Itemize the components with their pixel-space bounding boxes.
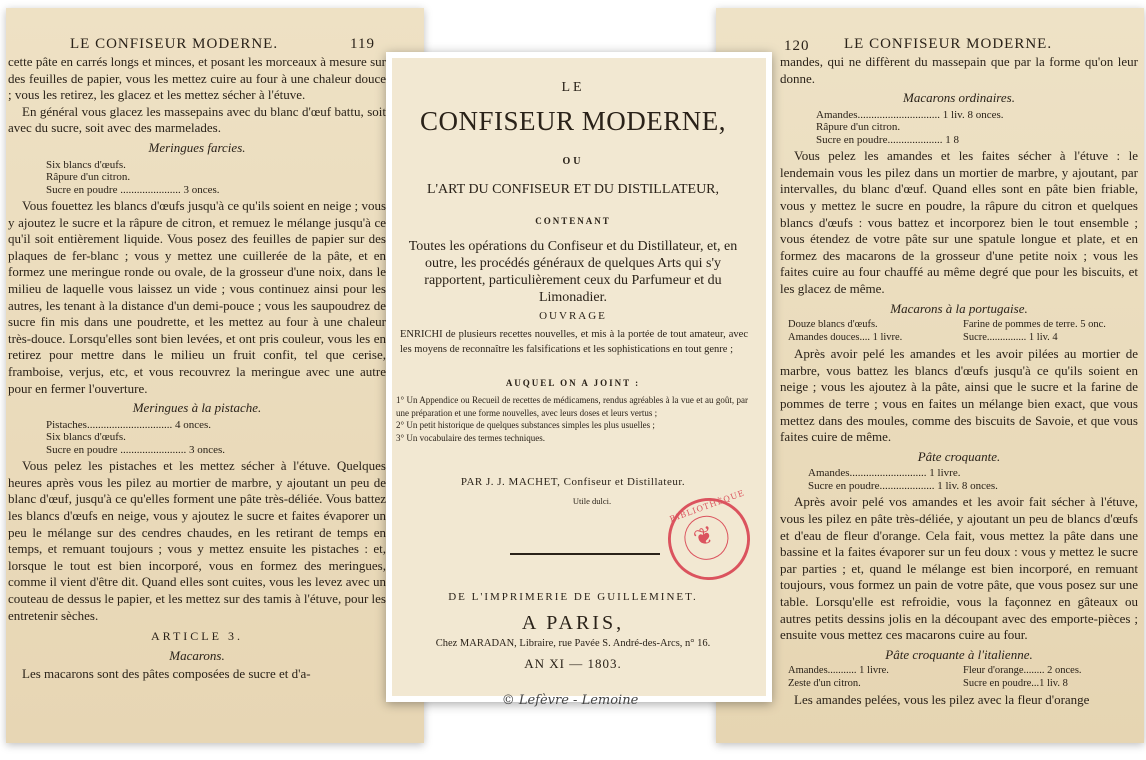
paragraph: Vous pelez les pistaches et les mettez sécher à l'étuve. Quelques heures après vous les pilez au mortier de marbre, y ajoutant un peu de blanc d'œuf, jusqu'à ce qu'elles forment une pâte très-déliée. Vous battez les blancs d'œufs en neige, vous y ajoutez le sucre et faites évaporer un peu le mélange sur des cendres chaudes, en les retirant de temps en temps, et remuant toujours ; vous y mettez ensuite les pistaches : et, lorsque le tout est bien incorporé, vous en formez des meringues, comme il vient d'être dit. Quand elles sont cuites, vous les levez avec un couteau de dessus le papier, et les mettez sur des tamis à l'étuve, pour les entretenir sèches. [8,458,386,623]
ingredient-list [780,319,1138,344]
appendix-item: 2° Un petit historique de quelques substances simples les plus usuelles ; [396,420,655,430]
appendix-list [396,394,748,444]
right-book-page [716,8,1144,743]
contenant-label: CONTENANT [535,216,611,226]
ingredient: Sucre en poudre.................... 1 liv. 8 onces. [808,479,998,492]
paragraph: En général vous glacez les massepains avec du blanc d'œuf battu, soit avec du sucre, soit avec des marmelades. [8,103,386,136]
paragraph: Vous pelez les amandes et les faites sécher à l'étuve : le lendemain vous les pilez dans un mortier de marbre, y ajoutant, par intervalles, du blanc d'œuf. Quand elles sont en pâte bien friable, vous y mettez le sucre en poudre, la râpure du citron et quelques blancs d'œufs : vous battez et incorporez bien le tout ensemble ; vous étendez de votre pâte sur une spatule longue et plate, et en formez des macarons de la grosseur d'une petite noix ; vous les faites cuire au four chauffé au même degré que pour les biscuits, et les glacez de même. [780,148,1138,297]
motto: Utile dulci. [572,496,612,506]
divider-rule [510,553,660,555]
author-line: PAR J. J. MACHET, Confiseur et Distillateur. [460,476,686,488]
paragraph: Après avoir pelé vos amandes et les avoir fait sécher à l'étuve, vous les pilez en pâte très-déliée, y ajoutant un peu de blancs d'œufs et d'eau de fleur d'orange. Cela fait, vous mettez la pâte dans une bassine et la faites évaporer sur un feu doux : vous y mettez le sucre par parties ; et, quand le mélange est bien incorporé, en remuant toujours, vous formez un pain de votre pâte, que vous posez sur une table. Lorsqu'elle est refroidie, vous la façonnez en gâteaux ou autres petits dessins jolis en la découpant avec des emporte-pièces ; ensuite vous mettez ces macarons cuire au four. [780,494,1138,643]
copyright-caption: © Lefèvre - Lemoine [501,693,639,708]
section-heading: Pâte croquante. [917,448,1001,464]
library-stamp [656,486,761,591]
ingredient: Six blancs d'œufs. [46,158,126,171]
ingredient: Râpure d'un citron. [46,171,131,184]
ingredient: Amandes.............................. 1 liv. 8 onces. [816,108,1004,121]
left-book-page [6,8,424,743]
ingredient: Amandes douces.... 1 livre. [788,331,903,343]
paragraph: cette pâte en carrés longs et minces, et posant les morceaux à mesure sur des feuilles de papier, vous les mettez cuire au four à une chaleur douce ; vous les retirez, les glacez et les mettez sécher à l'étuve. [8,54,386,103]
article-heading: ARTICLE 3. [151,629,243,644]
page-number: 119 [350,36,375,52]
ingredient: Sucre en poudre ...................... 3 onces. [46,183,220,196]
section-heading: Meringues à la pistache. [132,400,262,416]
paragraph: Les macarons sont des pâtes composées de sucre et d'a- [22,666,311,682]
paragraph: Les amandes pelées, vous les pilez avec la fleur d'orange [794,692,1090,708]
auquel-label: AUQUEL ON A JOINT : [505,378,641,388]
appendix-item: 3° Un vocabulaire des termes techniques. [396,432,546,443]
section-heading: Macarons à la portugaise. [890,300,1028,316]
ingredient: Râpure d'un citron. [816,121,901,134]
ingredient: Sucre en poudre ........................ 3 onces. [46,443,226,456]
ingredient: Fleur d'orange........ 2 onces. [963,665,1082,677]
ingredient: Sucre en poudre.................... 1 8 [816,133,959,146]
ingredient: Zeste d'un citron. [788,677,861,689]
eagle-icon: ❦ [689,519,719,554]
left-page-body [8,54,386,683]
running-head: LE CONFISEUR MODERNE. [844,36,1053,52]
book-description: Toutes les opérations du Confiseur et du Distillateur, et, en outre, les procédés généraux de quelques Arts qui s'y rapportent, particulièrement ceux du Parfumeur et du Limonadier. [408,239,738,305]
paragraph: Après avoir pelé les amandes et les avoir pilées au mortier de marbre, vous battez les blancs d'œufs jusqu'à ce qu'ils soient en neige ; vous les ajoutez à la pâte, ainsi que le sucre et la farine de pommes de terre ; vous en faites un mélange bien exact, que vous mettez dans des moules, comme des biscuits de Savoie, et que vous faites cuire de même. [780,346,1138,445]
ingredient: Sucre en poudre...1 liv. 8 [963,677,1068,689]
book-subtitle: L'ART DU CONFISEUR ET DU DISTILLATEUR, [426,182,720,197]
ingredient: Douze blancs d'œufs. [788,319,878,331]
ingredient-list [8,419,386,457]
page-number: 120 [784,38,810,54]
title-page [386,52,772,702]
paragraph: Vous fouettez les blancs d'œufs jusqu'à ce qu'ils soient en neige ; vous y ajoutez le sucre et la râpure de citron, et remuez le mélange jusqu'à ce qu'il soit entièrement liquide. Vous posez des feuilles de papier sur des plaques de fer-blanc ; vous y mettez une cuillerée de la pâte, et en formez une meringue ronde ou ovale, de la grosseur d'une noix, dans le milieu de laquelle vous laissez un vide ; vous continuez ainsi pour les autres, les tenant à la distance d'un demi-pouce ; vous les saupoudrez de sucre fin mis dans une poudrette, et les mettez au four à une chaleur très-douce. Lorsqu'elles sont bien levées, et ont pris couleur, vous les en retirez pour mettre dans le milieu un fruit confit, tel que cerise, framboise, verjus, etc, et vous recouvrez la meringue avec une autre pour en fermer l'ouverture. [8,198,386,396]
stamp-text: BIBLIOTHÈQUE [668,488,747,524]
ingredient: Sucre............... 1 liv. 4 [963,331,1058,343]
appendix-item: 1° Un Appendice ou Recueil de recettes de médicamens, rendus agréables à la vue et au goût, par une préparation et une forme nouvelles, avec leurs doses et leurs vertus ; [396,395,748,418]
ingredient-list [780,109,1138,147]
publication-year: AN XI — 1803. [524,656,622,671]
city-line: A PARIS, [521,612,625,634]
title-ou: OU [562,156,584,167]
section-heading: Meringues farcies. [148,139,246,155]
book-title: CONFISEUR MODERNE, [419,106,727,136]
ingredient: Pistaches............................... 4 onces. [46,418,211,431]
ouvrage-label: OUVRAGE [539,310,607,322]
right-page-body [780,54,1138,709]
ingredient-list [8,159,386,197]
ingredient: Farine de pommes de terre. 5 onc. [963,319,1106,331]
printer-line: DE L'IMPRIMERIE DE GUILLEMINET. [448,591,698,603]
section-heading: Macarons ordinaires. [903,90,1015,106]
publisher-line: Chez MARADAN, Libraire, rue Pavée S. André-des-Arcs, n° 16. [435,638,711,649]
enrichi-text: ENRICHI de plusieurs recettes nouvelles, et mis à la portée de tout amateur, avec les moyens de reconnaître les falsifications et les sophistications en tout genre ; [400,329,748,355]
ingredient: Amandes............................ 1 livre. [808,467,961,480]
title-le: LE [561,80,585,95]
ingredient-list [780,665,1138,690]
running-head: LE CONFISEUR MODERNE. [70,36,279,52]
ingredient: Six blancs d'œufs. [46,431,126,444]
paragraph: mandes, qui ne diffèrent du massepain que par la forme qu'on leur donne. [780,54,1138,86]
ingredient: Amandes........... 1 livre. [788,665,889,677]
section-heading: Pâte croquante à l'italienne. [885,646,1033,662]
section-heading: Macarons. [169,647,225,663]
ingredient-list [780,467,1138,492]
